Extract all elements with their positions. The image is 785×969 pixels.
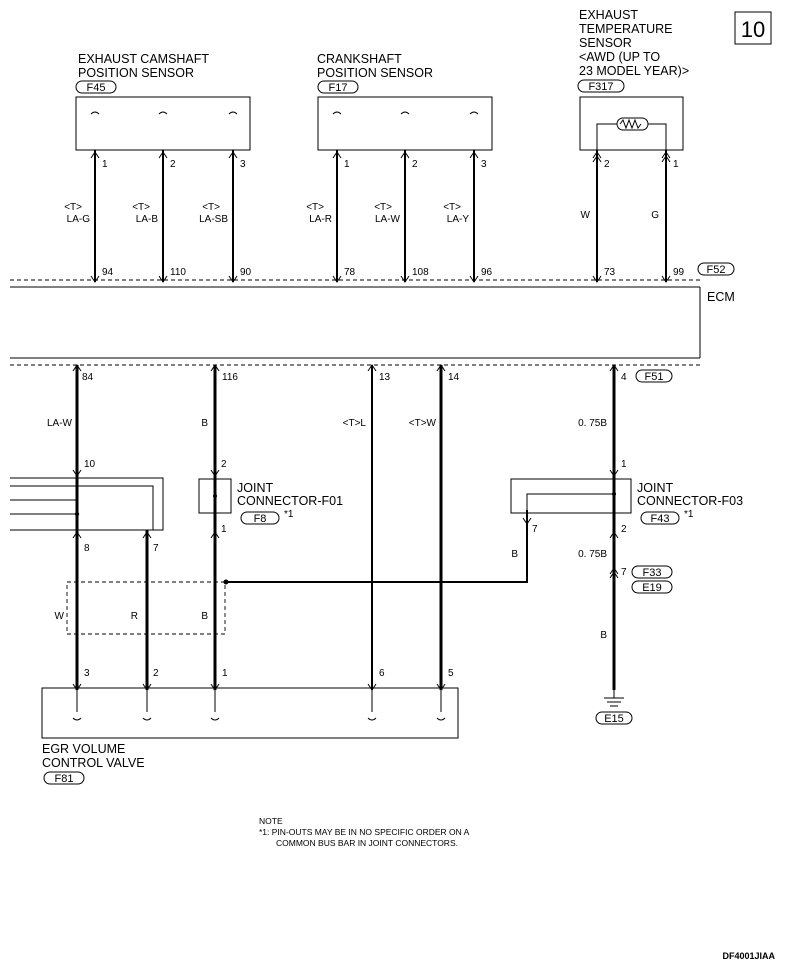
- note-title: NOTE: [259, 816, 283, 826]
- svg-text:108: 108: [412, 267, 429, 278]
- top-wire-crank-2[interactable]: [374, 150, 429, 282]
- joint-f01-title-2: CONNECTOR-F01: [237, 494, 344, 508]
- svg-text:LA-G: LA-G: [66, 214, 90, 225]
- svg-text:110: 110: [170, 267, 186, 278]
- ground-connector: E15: [604, 713, 624, 725]
- svg-text:2: 2: [153, 668, 159, 679]
- crank-sensor-body[interactable]: [318, 97, 492, 150]
- inline-connector-f33-e19[interactable]: [632, 566, 672, 594]
- temp-sensor-body[interactable]: [580, 97, 683, 150]
- joint-connector-f01[interactable]: [199, 479, 343, 525]
- bottom-wire-13[interactable]: [343, 365, 391, 690]
- svg-text:1: 1: [221, 524, 227, 535]
- cam-sensor-body[interactable]: [76, 97, 250, 150]
- svg-text:LA-W: LA-W: [375, 214, 400, 225]
- link-spec: B: [511, 549, 518, 560]
- svg-text:2: 2: [621, 524, 627, 535]
- svg-text:W: W: [54, 611, 64, 622]
- cam-sensor-connector: F45: [86, 82, 106, 94]
- joint-f03-connector: F43: [650, 513, 670, 525]
- connector-markers-top: [91, 112, 670, 282]
- bottom-wire-4[interactable]: [532, 365, 627, 690]
- svg-text:B: B: [201, 418, 208, 429]
- svg-text:<T>: <T>: [202, 202, 220, 213]
- svg-text:2: 2: [221, 459, 227, 470]
- link-splice-dot: [224, 580, 229, 585]
- temp-sensor-connector: F317: [588, 81, 614, 93]
- crank-sensor-title-1: CRANKSHAFT: [317, 52, 402, 66]
- temp-sensor-title-2: TEMPERATURE: [579, 22, 673, 36]
- document-id: DF4001JIAA: [722, 951, 775, 961]
- note-line-1: *1: PIN-OUTS MAY BE IN NO SPECIFIC ORDER ON A: [259, 827, 470, 837]
- splice-bundle: [10, 478, 163, 530]
- joint-f01-connector: F8: [253, 513, 267, 525]
- svg-text:13: 13: [379, 372, 391, 383]
- svg-text:LA-SB: LA-SB: [199, 214, 228, 225]
- svg-text:0. 75B: 0. 75B: [578, 418, 607, 429]
- ecm-connector-top: F52: [706, 264, 726, 276]
- svg-text:1: 1: [344, 159, 350, 170]
- egr-valve-terminals: [77, 690, 441, 712]
- thermistor-icon: [617, 118, 648, 130]
- top-wire-crank-1[interactable]: [306, 150, 355, 282]
- svg-text:78: 78: [344, 267, 356, 278]
- bottom-wire-116[interactable]: [201, 365, 238, 690]
- egr-wire-w[interactable]: [55, 530, 90, 690]
- svg-text:4: 4: [621, 372, 627, 383]
- svg-text:116: 116: [222, 372, 238, 383]
- svg-text:10: 10: [84, 459, 96, 470]
- joint-f03-mark: *1: [684, 509, 694, 520]
- svg-text:B: B: [600, 630, 607, 641]
- svg-text:E19: E19: [642, 582, 662, 594]
- egr-valve-title-1: EGR VOLUME: [42, 742, 126, 756]
- svg-text:0. 75B: 0. 75B: [578, 549, 607, 560]
- thermistor-zigzag-icon: [620, 120, 641, 128]
- svg-text:1: 1: [673, 159, 679, 170]
- crank-sensor-title-2: POSITION SENSOR: [317, 66, 433, 80]
- svg-text:LA-Y: LA-Y: [446, 214, 469, 225]
- svg-text:7: 7: [532, 524, 538, 535]
- svg-text:<T>: <T>: [374, 202, 392, 213]
- temp-sensor-title-4: <AWD (UP TO: [579, 50, 661, 64]
- svg-text:3: 3: [240, 159, 246, 170]
- svg-text:<T>L: <T>L: [342, 418, 366, 429]
- svg-text:B: B: [201, 611, 208, 622]
- top-wire-cam-3[interactable]: [199, 150, 251, 282]
- svg-text:96: 96: [481, 267, 493, 278]
- egr-valve-title-2: CONTROL VALVE: [42, 756, 145, 770]
- svg-text:G: G: [651, 210, 659, 221]
- svg-text:1: 1: [222, 668, 228, 679]
- top-wire-cam-2[interactable]: [132, 150, 186, 282]
- svg-text:1: 1: [621, 459, 627, 470]
- top-wire-cam-1[interactable]: [64, 150, 113, 282]
- svg-text:LA-R: LA-R: [309, 214, 332, 225]
- svg-text:<T>: <T>: [306, 202, 324, 213]
- svg-text:2: 2: [412, 159, 418, 170]
- svg-text:2: 2: [604, 159, 610, 170]
- cam-sensor-title-1: EXHAUST CAMSHAFT: [78, 52, 210, 66]
- svg-text:2: 2: [170, 159, 176, 170]
- svg-text:1: 1: [102, 159, 108, 170]
- top-wire-crank-3[interactable]: [443, 150, 492, 282]
- svg-text:73: 73: [604, 267, 616, 278]
- ground-icon: [604, 690, 624, 706]
- svg-text:7: 7: [153, 543, 159, 554]
- top-wire-temp-w[interactable]: [581, 150, 616, 282]
- svg-text:99: 99: [673, 267, 685, 278]
- joint-f01-mark: *1: [284, 509, 294, 520]
- joint-f03-title-1: JOINT: [637, 481, 674, 495]
- temp-sensor-title-1: EXHAUST: [579, 8, 639, 22]
- svg-text:94: 94: [102, 267, 114, 278]
- svg-text:<T>: <T>: [64, 202, 82, 213]
- svg-text:<T>W: <T>W: [408, 418, 436, 429]
- svg-text:3: 3: [84, 668, 90, 679]
- bottom-wire-14[interactable]: [409, 365, 460, 690]
- svg-text:F33: F33: [642, 567, 662, 579]
- svg-text:7: 7: [621, 567, 627, 578]
- cam-sensor-title-2: POSITION SENSOR: [78, 66, 194, 80]
- svg-text:LA-B: LA-B: [135, 214, 158, 225]
- temp-sensor-title-5: 23 MODEL YEAR)>: [579, 64, 690, 78]
- joint-f01-title-1: JOINT: [237, 481, 274, 495]
- svg-text:<T>: <T>: [132, 202, 150, 213]
- svg-text:8: 8: [84, 543, 90, 554]
- svg-text:90: 90: [240, 267, 252, 278]
- crank-sensor-connector: F17: [328, 82, 348, 94]
- svg-text:6: 6: [379, 668, 385, 679]
- svg-text:R: R: [130, 611, 138, 622]
- ecm-label: ECM: [707, 290, 735, 304]
- top-wire-temp-g[interactable]: [651, 150, 684, 282]
- bottom-wire-84[interactable]: [47, 365, 96, 478]
- svg-text:LA-W: LA-W: [47, 418, 72, 429]
- joint-connector-f03[interactable]: [511, 479, 743, 525]
- svg-text:<T>: <T>: [443, 202, 461, 213]
- svg-text:5: 5: [448, 668, 454, 679]
- svg-text:3: 3: [481, 159, 487, 170]
- svg-text:W: W: [580, 210, 590, 221]
- svg-text:14: 14: [448, 372, 460, 383]
- svg-text:84: 84: [82, 372, 94, 383]
- note-line-2: COMMON BUS BAR IN JOINT CONNECTORS.: [276, 838, 458, 848]
- temp-sensor-title-3: SENSOR: [579, 36, 632, 50]
- link-f01-to-f03[interactable]: [225, 510, 527, 582]
- ecm-connector-bottom: F51: [644, 371, 664, 383]
- joint-f03-title-2: CONNECTOR-F03: [637, 494, 744, 508]
- egr-valve-connector: F81: [54, 773, 74, 785]
- egr-valve-body[interactable]: [42, 688, 458, 738]
- egr-wire-r[interactable]: [131, 530, 159, 690]
- page-number: 10: [740, 17, 766, 42]
